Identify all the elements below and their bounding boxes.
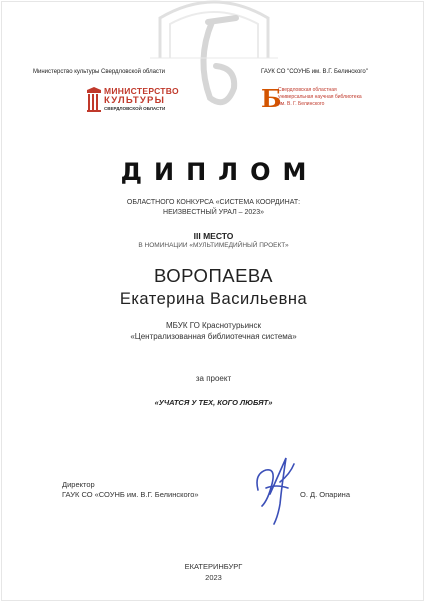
ministry-logo-line3: СВЕРДЛОВСКОЙ ОБЛАСТИ (104, 106, 166, 111)
footer-city: ЕКАТЕРИНБУРГ (184, 562, 243, 571)
library-logo-line1: Свердловская областная (278, 87, 337, 93)
signature-person: О. Д. Опарина (300, 490, 350, 499)
library-logo-line2: универсальная научная библиотека (278, 94, 362, 100)
ministry-caption: Министерство культуры Свердловской области (33, 69, 166, 75)
recipient-org-line-1: МБУК ГО Краснотурьинск (166, 321, 261, 330)
recipient-name: Екатерина Васильевна (119, 290, 308, 308)
diploma-title: ДИПЛОМ (120, 158, 319, 186)
project-name: «УЧАТСЯ У ТЕХ, КОГО ЛЮБЯТ» (154, 398, 273, 407)
ministry-logo-line1: МИНИСТЕРСТВО (104, 86, 179, 96)
signature-role: Директор (62, 480, 95, 489)
library-logo (261, 86, 381, 120)
award-nomination: В НОМИНАЦИИ «МУЛЬТИМЕДИЙНЫЙ ПРОЕКТ» (138, 242, 289, 249)
recipient-org-line-2: «Централизованная библиотечная система» (130, 332, 297, 341)
ministry-logo (86, 86, 179, 118)
library-logo-line3: им. В. Г. Белинского (278, 101, 325, 107)
library-emblem-icon (150, 0, 282, 120)
ministry-emblem-icon (86, 87, 102, 113)
award-place: III МЕСТО (193, 231, 234, 241)
library-caption: ГАУК СО "СОУНБ им. В.Г. Белинского" (261, 69, 368, 75)
project-intro: за проект (195, 374, 232, 383)
footer-year: 2023 (205, 573, 222, 582)
library-letter-icon: Б (261, 84, 282, 113)
signature-org: ГАУК СО «СОУНБ им. В.Г. Белинского» (62, 490, 199, 499)
ministry-logo-line2: КУЛЬТУРЫ (104, 95, 166, 106)
contest-line-2: НЕИЗВЕСТНЫЙ УРАЛ – 2023» (163, 209, 264, 216)
contest-line-1: ОБЛАСТНОГО КОНКУРСА «СИСТЕМА КООРДИНАТ: (126, 199, 301, 206)
recipient-surname: ВОРОПАЕВА (154, 265, 273, 286)
handwritten-signature-icon (252, 454, 298, 526)
